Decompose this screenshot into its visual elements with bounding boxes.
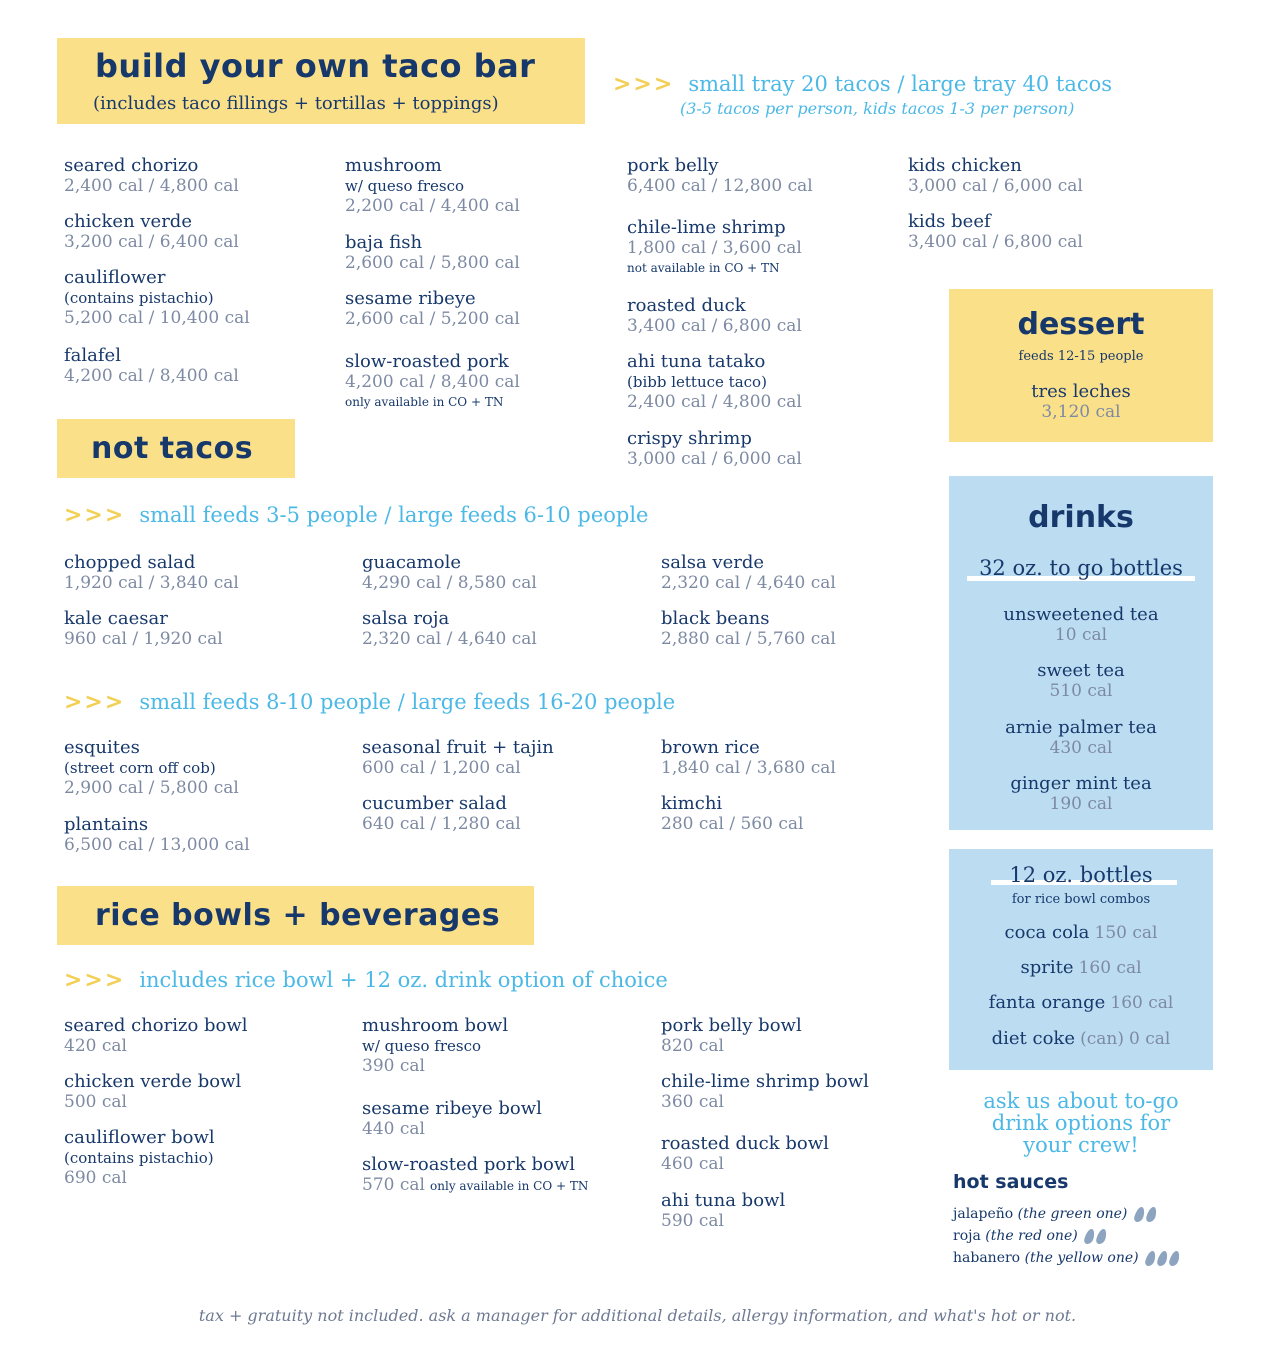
- drink-name: unsweetened tea: [1003, 604, 1159, 625]
- chevron-icon: >>>: [64, 503, 126, 528]
- menu-item: slow-roasted pork bowl 570 cal only available in CO + TN: [362, 1154, 589, 1195]
- drinks-box: [949, 476, 1213, 830]
- menu-item: kids beef 3,400 cal / 6,800 cal: [908, 211, 1083, 252]
- hot-sauce-item: roja (the red one): [953, 1228, 1106, 1244]
- menu-item: mushroom w/ queso fresco 2,200 cal / 4,400 cal: [345, 155, 520, 216]
- dessert-note: feeds 12-15 people: [1018, 349, 1144, 364]
- menu-item: kale caesar 960 cal / 1,920 cal: [64, 608, 223, 649]
- hot-sauce-item: jalapeño (the green one): [953, 1206, 1156, 1222]
- menu-item: guacamole 4,290 cal / 8,580 cal: [362, 552, 537, 593]
- menu-item: seared chorizo 2,400 cal / 4,800 cal: [64, 155, 239, 196]
- menu-item: brown rice 1,840 cal / 3,680 cal: [661, 737, 836, 778]
- menu-item: baja fish 2,600 cal / 5,800 cal: [345, 232, 520, 273]
- menu-item: roasted duck bowl 460 cal: [661, 1133, 829, 1174]
- drink-cal: 430 cal: [1049, 738, 1113, 758]
- menu-item: kids chicken 3,000 cal / 6,000 cal: [908, 155, 1083, 196]
- bottle-item: diet coke (can) 0 cal: [991, 1028, 1171, 1049]
- menu-item: cauliflower bowl (contains pistachio) 690 cal: [64, 1127, 215, 1188]
- menu-item: sesame ribeye bowl 440 cal: [362, 1098, 542, 1139]
- dessert-box: [949, 289, 1213, 442]
- drinks-head: 32 oz. to go bottles: [979, 556, 1183, 580]
- pepper-drop-icon: [1083, 1229, 1096, 1244]
- menu-item: chile-lime shrimp bowl 360 cal: [661, 1071, 869, 1112]
- pepper-drop-icon: [1168, 1251, 1181, 1266]
- menu-item: ahi tuna tatako (bibb lettuce taco) 2,400 cal / 4,800 cal: [627, 351, 802, 412]
- menu-item: black beans 2,880 cal / 5,760 cal: [661, 608, 836, 649]
- menu-item: chicken verde 3,200 cal / 6,400 cal: [64, 211, 239, 252]
- bottles12-note: for rice bowl combos: [1011, 892, 1151, 907]
- hot-sauces-title: hot sauces: [953, 1171, 1069, 1193]
- not-tacos-banner: [57, 419, 295, 478]
- menu-item: kimchi 280 cal / 560 cal: [661, 793, 804, 834]
- menu-item: pork belly 6,400 cal / 12,800 cal: [627, 155, 813, 196]
- bottles12-box: [949, 849, 1213, 1070]
- menu-item: roasted duck 3,400 cal / 6,800 cal: [627, 295, 802, 336]
- ask-us-note: ask us about to-go drink options for your crew!: [983, 1089, 1179, 1157]
- footer-note: tax + gratuity not included. ask a manager for additional details, allergy information, and what's hot or not.: [198, 1306, 1077, 1325]
- menu-item: pork belly bowl 820 cal: [661, 1015, 802, 1056]
- pepper-drop-icon: [1144, 1251, 1157, 1266]
- drink-cal: 190 cal: [1049, 794, 1113, 814]
- hot-sauce-item: habanero (the yellow one): [953, 1250, 1179, 1266]
- menu-item: chopped salad 1,920 cal / 3,840 cal: [64, 552, 239, 593]
- chevron-icon: >>>: [64, 690, 126, 715]
- pepper-drop-icon: [1145, 1207, 1158, 1222]
- menu-item: cauliflower (contains pistachio) 5,200 cal / 10,400 cal: [64, 267, 250, 328]
- menu-item: crispy shrimp 3,000 cal / 6,000 cal: [627, 428, 802, 469]
- drink-name: sweet tea: [1037, 660, 1125, 681]
- menu-item: plantains 6,500 cal / 13,000 cal: [64, 814, 250, 855]
- pepper-drop-icon: [1156, 1251, 1169, 1266]
- menu-item: seasonal fruit + tajin 600 cal / 1,200 cal: [362, 737, 554, 778]
- drinks-title: drinks: [1028, 500, 1134, 535]
- menu-item: chicken verde bowl 500 cal: [64, 1071, 242, 1112]
- pepper-drop-icon: [1133, 1207, 1146, 1222]
- menu-item: chile-lime shrimp 1,800 cal / 3,600 cal not available in CO + TN: [627, 217, 802, 275]
- dessert-title: dessert: [1017, 307, 1145, 342]
- rice-bowls-title: rice bowls + beverages: [95, 898, 501, 933]
- menu-item: salsa verde 2,320 cal / 4,640 cal: [661, 552, 836, 593]
- tray-size-note: (3-5 tacos per person, kids tacos 1-3 per person): [680, 99, 1075, 118]
- menu-item: falafel 4,200 cal / 8,400 cal: [64, 345, 239, 386]
- dessert-item: tres leches: [1031, 381, 1131, 402]
- not-tacos-group2-line: >>> small feeds 8-10 people / large feeds 16-20 people: [64, 690, 676, 715]
- not-tacos-group1-line: >>> small feeds 3-5 people / large feeds 6-10 people: [64, 503, 649, 528]
- menu-item: salsa roja 2,320 cal / 4,640 cal: [362, 608, 537, 649]
- chevron-icon: >>>: [613, 72, 675, 97]
- bottle-item: fanta orange 160 cal: [988, 992, 1174, 1013]
- tray-size-line: >>> small tray 20 tacos / large tray 40 tacos: [613, 72, 1113, 97]
- drink-cal: 510 cal: [1049, 681, 1113, 701]
- taco-bar-title: build your own taco bar: [95, 47, 536, 85]
- menu-item: seared chorizo bowl 420 cal: [64, 1015, 248, 1056]
- menu-item: esquites (street corn off cob) 2,900 cal / 5,800 cal: [64, 737, 239, 798]
- rice-bowls-banner: [57, 886, 534, 945]
- pepper-drop-icon: [1095, 1229, 1108, 1244]
- rice-bowls-line: >>> includes rice bowl + 12 oz. drink option of choice: [64, 968, 668, 993]
- drink-name: ginger mint tea: [1010, 773, 1152, 794]
- menu-item: cucumber salad 640 cal / 1,280 cal: [362, 793, 521, 834]
- not-tacos-title: not tacos: [91, 431, 254, 466]
- bottles12-head: 12 oz. bottles: [1009, 863, 1153, 887]
- menu-item: mushroom bowl w/ queso fresco 390 cal: [362, 1015, 509, 1076]
- bottle-item: sprite 160 cal: [1020, 957, 1142, 978]
- menu-item: ahi tuna bowl 590 cal: [661, 1190, 786, 1231]
- menu-item: sesame ribeye 2,600 cal / 5,200 cal: [345, 288, 520, 329]
- drink-name: arnie palmer tea: [1005, 717, 1157, 738]
- taco-bar-subtitle: (includes taco fillings + tortillas + toppings): [93, 93, 499, 114]
- chevron-icon: >>>: [64, 968, 126, 993]
- dessert-cal: 3,120 cal: [1041, 402, 1121, 422]
- drink-cal: 10 cal: [1054, 625, 1108, 645]
- bottle-item: coca cola 150 cal: [1004, 922, 1158, 943]
- menu-item: slow-roasted pork 4,200 cal / 8,400 cal only available in CO + TN: [345, 351, 520, 409]
- taco-bar-banner: [57, 38, 585, 124]
